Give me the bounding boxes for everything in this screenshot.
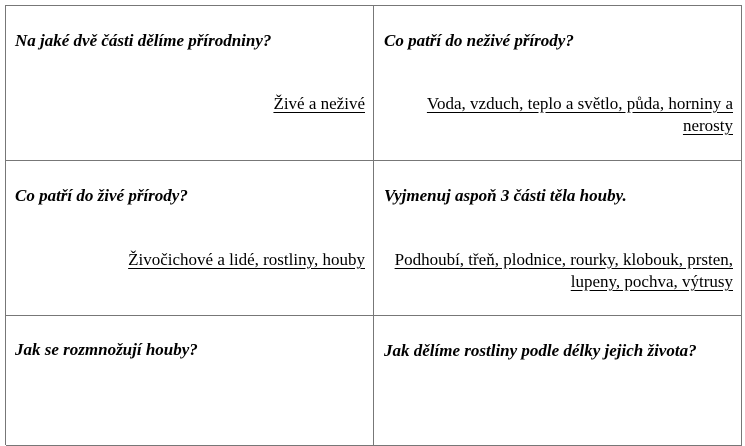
card-4 xyxy=(374,161,742,316)
card-question: Jak se rozmnožují houby? xyxy=(15,340,198,359)
card-question: Na jaké dvě části dělíme přírodniny? xyxy=(15,31,272,50)
card-answer: Voda, vzduch, teplo a světlo, půda, horniny a nerosty xyxy=(426,94,733,135)
card-question: Jak dělíme rostliny podle délky jejich života? xyxy=(384,341,697,360)
card-answer: Živé a neživé xyxy=(273,94,365,113)
card-1 xyxy=(6,6,374,161)
card-6 xyxy=(374,316,742,446)
card-answer: Podhoubí, třeň, plodnice, rourky, klobouk, prsten, lupeny, pochva, výtrusy xyxy=(394,250,733,291)
card-question: Vyjmenuj aspoň 3 části těla houby. xyxy=(384,186,627,205)
flashcard-table xyxy=(5,5,742,445)
card-answer: Živočichové a lidé, rostliny, houby xyxy=(128,250,365,269)
card-3 xyxy=(6,161,374,316)
card-question: Co patří do živé přírody? xyxy=(15,186,188,205)
card-question: Co patří do neživé přírody? xyxy=(384,31,574,50)
card-2 xyxy=(374,6,742,161)
card-5 xyxy=(6,316,374,446)
